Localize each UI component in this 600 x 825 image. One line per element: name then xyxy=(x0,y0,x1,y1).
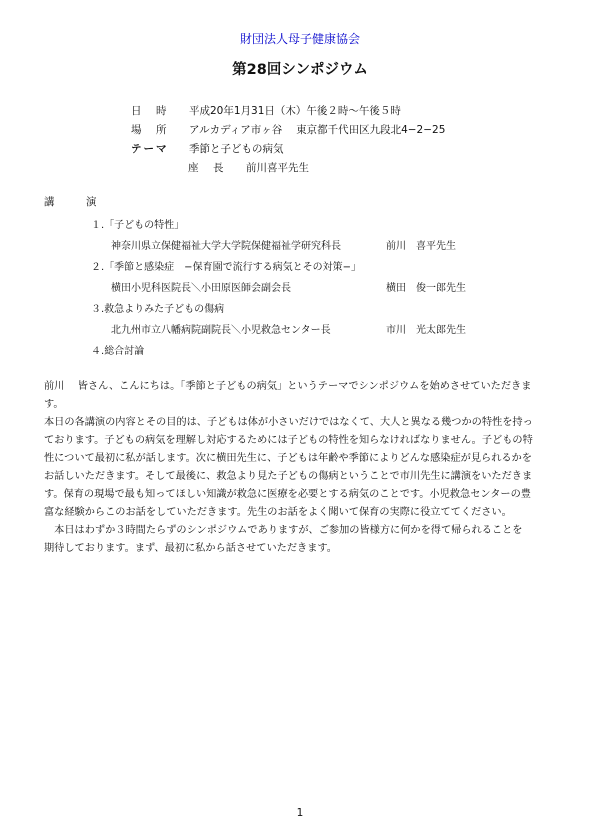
info-label: テーマ xyxy=(131,143,169,155)
body-line: 前川 皆さん、こんにちは。「季節と子どもの病気」というテーマでシンポジウムを始めさせていただきま xyxy=(44,381,532,392)
program-item-number: １. xyxy=(91,220,105,231)
info-value: アルカディア市ヶ谷 東京都千代田区九段北4−2−25 xyxy=(189,124,446,136)
info-value: 前川喜平先生 xyxy=(246,162,309,174)
info-value: 平成20年1月31日（木）午後２時〜午後５時 xyxy=(189,105,401,117)
program-item-affiliation: 横田小児科医院長＼小田原医師会副会長 xyxy=(111,283,291,294)
body-line: 性について最初に私が話します。次に横田先生に、子どもは年齢や季節によりどんな感染症が見られるかを xyxy=(44,453,532,464)
organization-name: 財団法人母子健康協会 xyxy=(239,32,360,46)
program-item-title-text: 総合討論 xyxy=(104,346,145,357)
body-line: 富な経験からこのお話をしていただきます。先生のお話をよく聞いて保育の実際に役立ててください。 xyxy=(44,507,512,518)
program-item-speaker: 市川 光太郎先生 xyxy=(386,325,466,336)
program-item-title-text: 「子どもの特性」 xyxy=(104,220,185,231)
program-item-speaker: 横田 俊一郎先生 xyxy=(386,283,466,294)
page-title: 第28回シンポジウム xyxy=(232,62,368,78)
info-label: 場 所 xyxy=(131,124,169,136)
program-item-affiliation: 北九州市立八幡病院副院長＼小児救急センター長 xyxy=(111,325,331,336)
info-date xyxy=(131,103,401,119)
program-item-title xyxy=(91,300,224,315)
program-item-title xyxy=(91,216,184,231)
program-item-title-text: 「季節と感染症 −保育園で流行する病気とその対策−」 xyxy=(104,262,361,273)
info-venue xyxy=(131,122,445,138)
program-item-number: ２. xyxy=(91,262,105,273)
program-item-number: ３. xyxy=(91,304,105,315)
body-line: す。保育の現場で最も知ってほしい知識が救急に医療を必要とする病気のことです。小児救急センターの豊 xyxy=(44,489,531,500)
page-number: 1 xyxy=(296,807,304,819)
info-label: 日 時 xyxy=(131,105,169,117)
program-item-speaker: 前川 喜平先生 xyxy=(386,241,456,252)
program-item-title-text: 救急よりみた子どもの傷病 xyxy=(104,304,225,315)
body-line: 本日の各講演の内容とその目的は、子どもは体が小さいだけではなくて、大人と異なる幾つかの特性を持っ xyxy=(44,417,533,428)
info-chair xyxy=(131,160,309,176)
body-line: 期待しております。まず、最初に私から話させていただきます。 xyxy=(44,543,337,554)
info-value: 季節と子どもの病気 xyxy=(189,143,284,155)
info-label: 座 長 xyxy=(188,162,226,174)
program-item-title xyxy=(91,258,361,273)
program-heading: 講 演 xyxy=(44,196,97,208)
body-line: す。 xyxy=(44,399,64,410)
body-line: ております。子どもの病気を理解し対応するためには子どもの特性を知らなければなりません。子どもの特 xyxy=(44,435,533,446)
body-line: お話しいただきます。そして最後に、救急より見た子どもの傷病ということで市川先生に講演をいただきま xyxy=(44,471,533,482)
program-item-title xyxy=(91,342,144,357)
body-line: 本日はわずか３時間たらずのシンポジウムでありますが、ご参加の皆様方に何かを得て帰られることを xyxy=(44,525,523,536)
program-item-number: ４. xyxy=(91,346,105,357)
program-item-affiliation: 神奈川県立保健福祉大学大学院保健福祉学研究科長 xyxy=(111,241,341,252)
info-theme xyxy=(131,141,284,157)
